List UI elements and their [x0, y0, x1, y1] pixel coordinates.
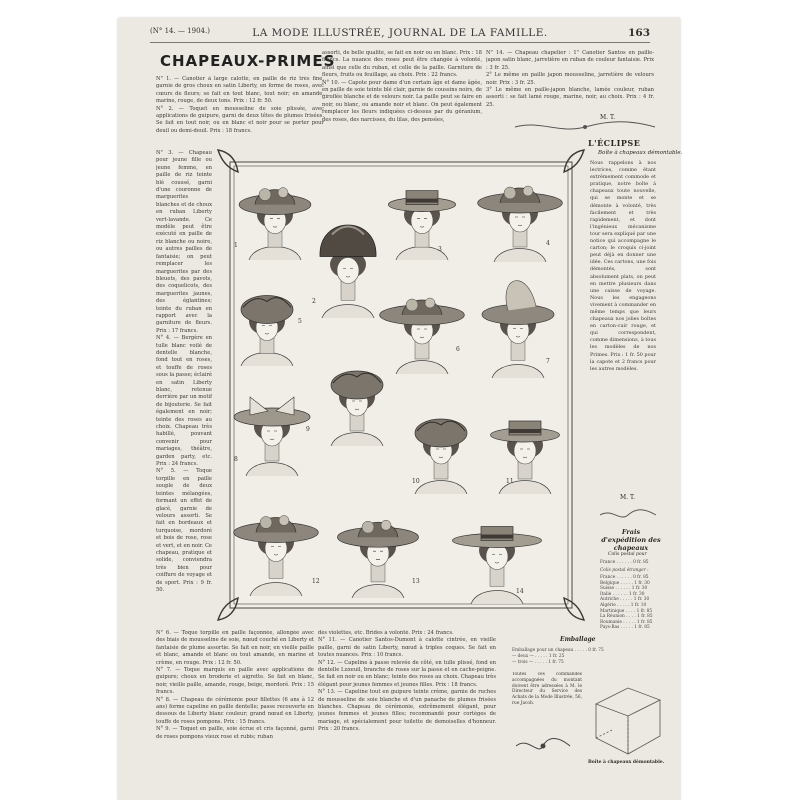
hat-number-label: 9	[306, 426, 310, 433]
packaging-table	[512, 648, 662, 666]
packaging-row: Emballage pour un chapeau . . . . . 0 fr. 75	[512, 648, 604, 653]
fashion-plate	[216, 148, 586, 622]
hat-number-label: 14	[516, 588, 524, 595]
shipping-subheader: Colis postal étranger :	[600, 568, 649, 573]
sidebar-title: L'ÉCLIPSE	[588, 138, 641, 148]
page-number: 163	[628, 27, 650, 39]
text-col1-narrow: N° 3. — Chapeau pour jeune fille ou jeune femme, en paille de riz teinte blé coussé, garni d'une couronne de marguerites blanches et de choux en ruban Liberty vert-lavande. Ce modèle peut être exécuté en paille de riz blanche ou noire, ou autres pailles de fantaisie; on peut remplacer les marguerites par des bleuets, des pavots, des coquelicots, des marguerites jaunes, des églantines; teinte du ruban en rapport avec la garniture de fleurs. Prix : 17 francs. N° 4. — Bergère en tulle blanc voilé de dentelle blanche, fond tout en roses, et touffe de roses sous la passe; éclairé en satin Liberty blanc, retenue derrière par un motif de bijouterie. Se fait également en noir; teinte des roses au choix. Chapeau très habillé, pouvant convenir pour mariages, théâtre, garden party, etc. Prix : 24 francs. N° 5. — Toque torpille en paille souple de deux teintes mélangées, formant un effet de glacé, garnie de velours assorti. Se fait en bordeaux et turquoise, mordoré et bois de rose, rose et vert, et en noir. Ce chapeau, pratique et solide, conviendra très bien pour coiffure de voyage et de sport. Prix : 9 fr. 50.	[156, 150, 212, 593]
hatbox-diagram	[588, 676, 664, 760]
shipping-row: France . . . . . . 0 fr. 85	[600, 575, 649, 580]
shipping-row: Suisse . . . . . . 1 fr. 30	[600, 586, 648, 592]
hat-number-label: 1	[234, 242, 238, 249]
hatbox-caption: Boîte à chapeaux démontable.	[588, 760, 665, 765]
shipping-row: Algérie . . . . . 1 fr. 10	[600, 603, 647, 608]
hat-number-label: 11	[506, 478, 514, 485]
sidebar-subtitle: Boîte à chapeaux démontable.	[598, 150, 683, 156]
hat-number-label: 2	[312, 298, 316, 305]
text-col1-bottom: N° 6. — Toque torpille en paille façonnée, allongée avec des biais de mousseline de soie, nœud couché en Liberty et fantaisie de plume assortie. Se fait en noir, en vieille paille et blanc, amande et blanc ou tout amande, en marine et crème, en rouge. Prix : 12 fr. 50. N° 7. — Toque marquis en paille avec applications de guipure; choux en broderie et aigrette. Se fait en blanc, noir, vieille paille, amande, rouge, beige, mordoré. Prix : 15 francs. N° 8. — Chapeau de cérémonie pour fillettes (6 ans à 12 ans) forme capeline en paille dentelle; passe recouverte en dessous de Liberty blanc couleur; grand nœud en Liberty, touffe de roses pompons. Prix : 15 francs. N° 9. — Toquet en paille, soie écrue et cris façonné, garni de roses pompons vieux rose et rubis; ruban	[156, 630, 314, 740]
packaging-row: — deux — . . . . . 1 fr. 25	[512, 654, 565, 659]
shipping-row: Roumanie . . . . . 1 fr. 85	[600, 619, 653, 625]
hat-illustration	[236, 168, 314, 260]
header-rule	[150, 42, 650, 43]
shipping-row: Martinique . . . . 1 fr. 85	[600, 608, 653, 614]
text-col2-bottom: des violettes, etc. Brides à volonté. Prix : 24 francs. N° 11. — Canotier Santos-Dumont à calotte cintrée, en vieille paille, garni de satin Liberty, nœud à triples coques. Se fait en toutes nuances. Prix : 10 francs. N° 12. — Capeline à passe relevée de côté, en tulle plissé, fond en dentelle Luxeuil, branche de roses sur la passe et en cache-peigne. Se fait en noir ou en blanc; teinte des roses au choix. Chapeau très élégant pour jeunes femmes et jeunes filles. Prix : 18 francs. N° 13. — Capeline tout en guipure teinte crème, garnie de ruches de mousseline de soie blanche et d'un panache de plumes frisées blanches. Chapeau de cérémonie, extrêmement élégant, pour jeunes femmes et jeunes filles; recommandé pour cortèges de mariage, et spécialement pour toilette de demoiselles d'honneur. Prix : 20 francs.	[318, 630, 496, 733]
text-col1-top: N° 1. — Canotier à large calotte, en paille de riz très fine, garnie de gros choux en satin Liberty, en forme de roses, avec cœurs de fleurs; se fait en tout blanc, tout noir; en amande, marine, rouge, de deux tons. Prix : 12 fr. 50. N° 2. — Toquet en mousseline de soie plissée, avec applications de guipure, garni de deux têtes de plumes frisées. Se fait en tout noir, ou en blanc et noir pour se porter pour deuil ou demi-deuil. Prix : 18 francs.	[156, 76, 324, 134]
issue-number: (N° 14. — 1904.)	[150, 27, 210, 35]
hat-number-label: 4	[546, 240, 550, 247]
hat-illustration	[474, 162, 566, 262]
hat-number-label: 12	[312, 578, 320, 585]
hat-illustration	[382, 168, 462, 260]
shipping-france: France . . . . . . 0 fr. 85	[600, 560, 649, 565]
hat-illustration	[334, 494, 422, 598]
text-col2-top: assorti, de belle qualité, se fait en noir ou en blanc. Prix : 18 francs. La nuance des roses peut être changée à volonté, ainsi que celle du ruban, et celle de la paille. Garniture de fleurs, fruits ou feuillage, au choix. Prix : 22 francs. N° 10. — Capote pour dame d'un certain âge et dame âgée, en paille de soie teinte blé clair, garnie de coussins noirs, de giroflée blanche et de velours noir. La paille peut se faire en noir, ou blanc, ou amande noir et blanc. On peut également remplacer les fleurs indiquées ci-dessus par du géranium, des roses, des narcisses, du lilas, des pensées,	[322, 50, 482, 123]
hat-number-label: 8	[234, 456, 238, 463]
hat-number-label: 3	[438, 246, 442, 253]
col3-signature: M. T.	[600, 114, 615, 121]
sidebar-ornament	[596, 508, 660, 522]
shipping-row: Autriche . . . . . 1 fr. 30	[600, 597, 650, 603]
hat-number-label: 7	[546, 358, 550, 365]
text-col3-top: N° 14. — Chapeau chapelier : 1° Canotier Santos en paille-japon satin blanc, jarretière en ruban de couleur fantaisie. Prix : 3 fr. 25. 2° Le même en paille japon mousseline, jarretière de velours noir. Prix : 3 fr. 25. 3° Le même en paille-japon blanche, lamée couleur, ruban assorti : se fait lamé rouge, marine, noir, au choix. Prix : 4 fr. 25.	[486, 50, 654, 108]
journal-title: LA MODE ILLUSTRÉE, JOURNAL DE LA FAMILLE.	[252, 27, 548, 39]
hat-number-label: 5	[298, 318, 302, 325]
hat-illustration	[230, 486, 322, 596]
hat-illustration	[230, 376, 314, 476]
hat-illustration	[230, 276, 304, 366]
hat-number-label: 6	[456, 346, 460, 353]
article-title: CHAPEAUX-PRIMES	[160, 52, 336, 70]
shipping-col-header: Colis postal pour	[608, 552, 647, 557]
packaging-note: Toutes ces commandes accompagnées du montant doivent être adressées à M. le Directeur du Service des Achats de la Mode Illustrée, 56, rue Jacob.	[512, 672, 582, 706]
sidebar-body: Nous rappelons à nos lectrices, comme étant extrêmement commode et pratique, notre boîte à chapeaux toute nouvelle, qui se monte et se démonte à volonté, très facilement et très rapidement, et dont l'ingénieux mécanisme tour sera expliqué par une notice qui accompagne le carton; le croquis ci-joint peut déjà en donner une idée. Ces cartons, une fois démontés, sont absolument plats, on peut en mettre plusieurs dans une caisse de voyage. Nous les engageons vivement à commander en même temps que leurs chapeaux nos jolies boîtes en carton-cuir rouge, et qui correspondent, comme dimensions, à tous les modèles de nos Primes. Prix : 1 fr. 50 pour la capote et 2 francs pour les autres modèles.	[590, 160, 656, 372]
sidebar-signature: M. T.	[620, 494, 635, 501]
hat-number-label: 10	[412, 478, 420, 485]
packaging-title: Emballage	[560, 636, 596, 643]
bottom-ornament	[508, 736, 578, 756]
hat-illustration	[444, 494, 550, 604]
shipping-title: Frais d'expédition des chapeaux	[601, 528, 661, 552]
hat-illustration	[316, 346, 398, 446]
packaging-row: — trois — . . . . . 1 fr. 75	[512, 660, 564, 665]
hat-illustration	[472, 268, 564, 378]
shipping-row: La Réunion . . . . 1 fr. 85	[600, 614, 653, 620]
shipping-row: Pays-Bas . . . . . 1 fr. 85	[600, 625, 650, 631]
shipping-row: Belgique . . . . . 1 fr. 30	[600, 580, 650, 586]
shipping-row: Italie . . . . . . 1 fr. 30	[600, 591, 645, 597]
ornament-divider	[510, 120, 660, 134]
hat-number-label: 13	[412, 578, 420, 585]
hat-illustration	[484, 394, 566, 494]
